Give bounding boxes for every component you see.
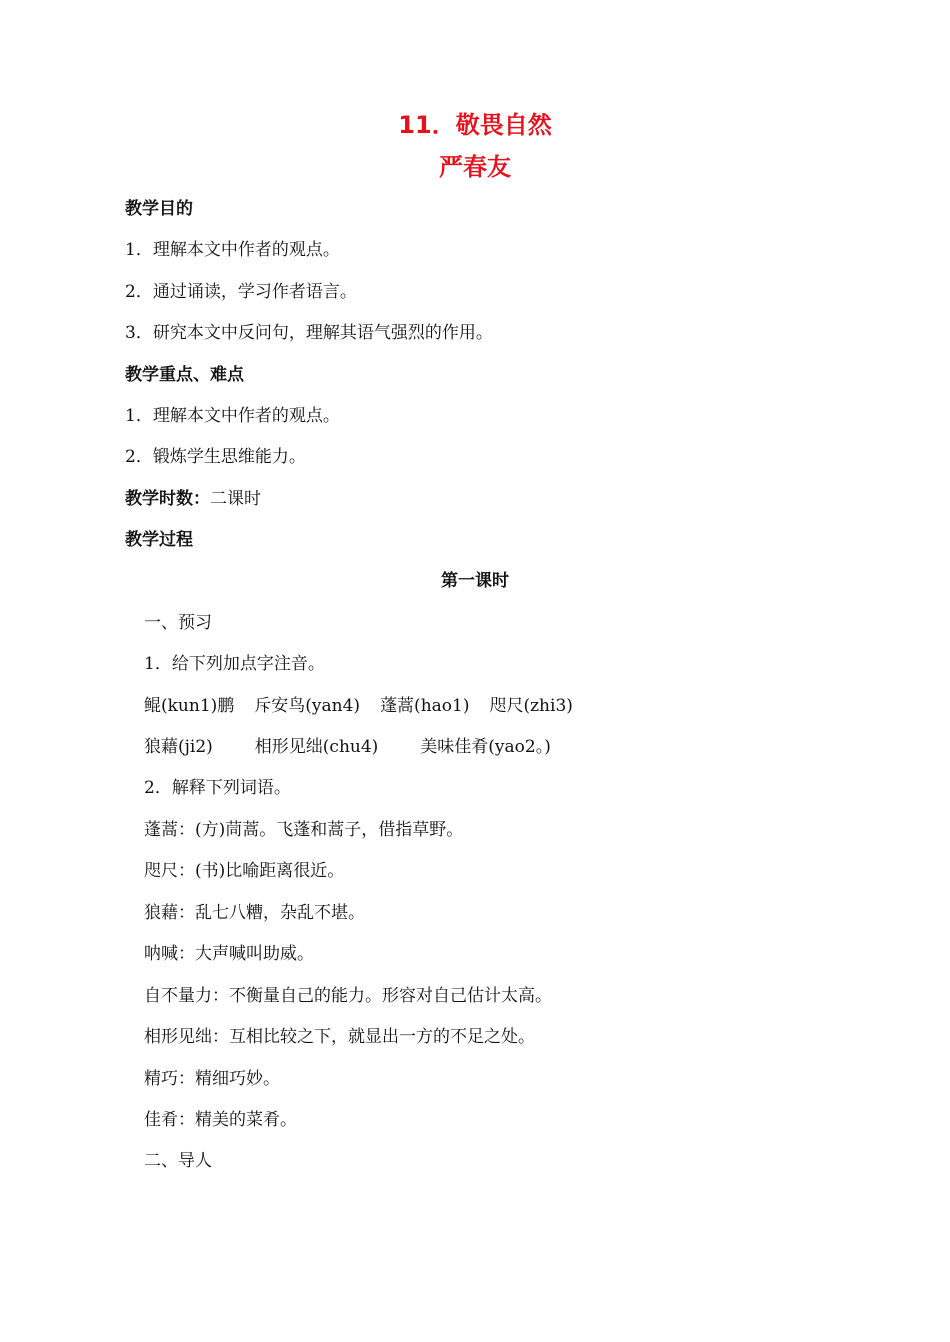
goal-heading: 教学目的 (125, 199, 193, 219)
exercise-item: 2．解释下列词语。 (144, 778, 291, 798)
pinyin-entry: 鲲(kun1)鹏 (144, 696, 235, 716)
definition-item: 精巧：精细巧妙。 (144, 1069, 280, 1089)
pinyin-row (144, 736, 551, 758)
key-item: 1．理解本文中作者的观点。 (125, 406, 340, 426)
definition-item: 狼藉：乱七八糟，杂乱不堪。 (144, 903, 365, 923)
pinyin-entry: 咫尺(zhi3) (489, 696, 573, 716)
process-heading: 教学过程 (125, 530, 193, 550)
definition-item: 呐喊：大声喊叫助威。 (144, 944, 314, 964)
section-heading: 一、预习 (144, 613, 212, 633)
document-title: 11．敬畏自然 (398, 111, 552, 139)
hours-value: 二课时 (210, 489, 261, 509)
goal-item: 3．研究本文中反问句，理解其语气强烈的作用。 (125, 323, 493, 343)
section-heading: 二、导人 (144, 1151, 212, 1171)
key-item: 2．锻炼学生思维能力。 (125, 447, 306, 467)
goal-item: 2．通过诵读，学习作者语言。 (125, 282, 357, 302)
pinyin-entry: 美味佳肴(yao2。) (420, 737, 551, 757)
pinyin-entry: 相形见绌(chu4) (254, 737, 379, 757)
definition-item: 相形见绌：互相比较之下，就显出一方的不足之处。 (144, 1027, 535, 1047)
pinyin-entry: 斥安鸟(yan4) (254, 696, 361, 716)
pinyin-row (144, 695, 573, 717)
definition-item: 自不量力：不衡量自己的能力。形容对自己估计太高。 (144, 986, 552, 1006)
hours-label: 教学时数： (125, 489, 210, 509)
definition-item: 佳肴：精美的菜肴。 (144, 1110, 297, 1130)
definition-item: 咫尺：(书)比喻距离很近。 (144, 861, 345, 881)
goal-item: 1．理解本文中作者的观点。 (125, 240, 340, 260)
definition-item: 蓬蒿：(方)茼蒿。飞蓬和蒿子，借指草野。 (144, 820, 464, 840)
lesson-title: 第一课时 (441, 571, 509, 591)
key-heading: 教学重点、难点 (125, 365, 244, 385)
document-author: 严春友 (439, 153, 511, 181)
pinyin-entry: 狼藉(ji2) (144, 737, 213, 757)
pinyin-entry: 蓬蒿(hao1) (380, 696, 470, 716)
exercise-item: 1．给下列加点字注音。 (144, 654, 325, 674)
hours-line (125, 488, 261, 510)
